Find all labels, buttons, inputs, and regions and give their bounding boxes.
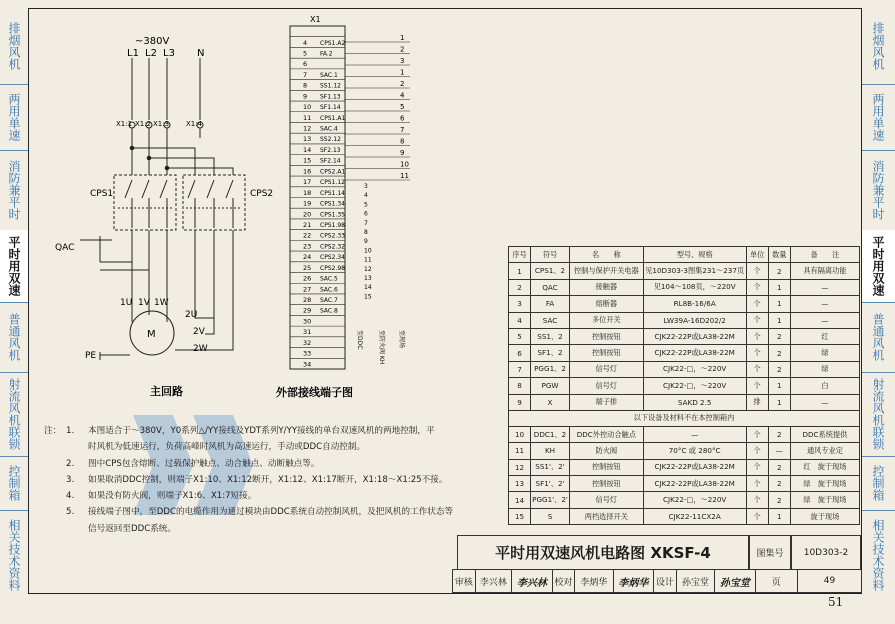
winding-2w: 2W [193,344,208,354]
terminal-row-number: 29 [303,306,312,315]
terminal-row-label: SF2.13 [320,146,341,154]
title-block [454,535,860,592]
table-row: 14 PGG1'、2' 信号灯 CJK22-□，～220V 个 2 绿 旋于现场 [509,492,860,508]
table-row: 11 KH 防火阀 70°C 或 280°C 个 — 通风专业定 [509,443,860,459]
terminal-lower-number: 5 [364,201,368,209]
winding-1v: 1V [138,298,150,308]
table-row: 8 PGW 信号灯 CJK22-□，～220V 个 1 白 [509,378,860,394]
term-x1-3: X1:3 [153,120,170,128]
terminal-row-number: 15 [303,156,312,165]
table-separator-row: 以下设备及材料不在本控制箱内 [509,410,860,426]
right-tab-8[interactable]: 相关技术资料 [871,519,885,591]
terminal-lower-number: 15 [364,293,372,301]
phase-l1: L1 [127,48,139,59]
pe-label: PE [85,351,97,361]
terminal-row-label: CPS1.A1 [320,114,346,122]
terminal-row-label: SF1.14 [320,104,341,112]
terminal-lower-number: 3 [364,183,368,190]
main-circuit-title: 主回路 [150,385,183,398]
terminal-row-number: 34 [303,360,312,369]
right-tab-3[interactable]: 消防兼平时 [861,150,895,231]
right-tab-7[interactable]: 控制箱 [861,456,895,511]
terminal-row-number: 21 [303,220,312,229]
left-tab-6[interactable]: 射流风机联锁 [0,372,28,457]
table-header-row: 序号 符号 名 称 型号、规格 单位 数量 备 注 [509,247,860,263]
terminal-block-title: 外部接线端子图 [276,386,353,399]
terminal-row-label: CPS1.12 [320,179,345,187]
page-number: 51 [828,595,844,609]
terminal-row-label: CPS1.A2 [320,39,346,47]
left-tab-2[interactable]: 两用单速 [0,84,28,151]
table-row: 5 SS1、2 控制按钮 CJK22-22P或LA38-22M 个 2 红 [509,328,860,344]
terminal-row-number: 4 [303,38,308,47]
terminal-right-number: 6 [400,114,405,123]
winding-2v: 2V [193,327,205,337]
right-tab-1[interactable]: 排烟风机 [861,8,895,85]
terminal-row-label: CPS2.98 [320,264,345,272]
term-x1-1: X1:1 [116,120,133,128]
terminal-row-label: SAC.6 [320,286,338,294]
terminal-row-number: 13 [303,135,312,144]
terminal-row-number: 33 [303,349,312,358]
terminal-right-number: 11 [400,172,409,180]
terminal-right-number: 10 [400,160,409,169]
terminal-right-number: 1 [400,68,405,77]
terminal-lower-number: 10 [364,247,372,255]
right-tab-6[interactable]: 射流风机联锁 [861,372,895,457]
terminal-row-number: 10 [303,103,312,112]
term-x1-2: X1:2 [135,120,152,128]
terminal-row-number: 5 [303,49,308,58]
terminal-row-number: 8 [303,81,308,90]
left-tab-4-active[interactable]: 平时用双速 [0,230,28,303]
atlas-number: 10D303-2 [791,535,861,570]
terminal-right-number: 2 [400,80,405,88]
terminal-header: X1 [310,15,321,24]
designer-signature: 孙宝堂 [715,570,755,592]
table-row: 13 SF1'、2' 控制按钮 CJK22-22P或LA38-22M 个 2 绿 旋于现场 [509,476,860,492]
terminal-lower-number: 9 [364,238,368,246]
terminal-row-number: 7 [303,70,308,79]
drawing-title: 平时用双速风机电路图 XKSF-4 [457,535,749,570]
left-tab-1[interactable]: 排烟风机 [0,8,28,85]
atlas-label: 图集号 [749,535,791,570]
terminal-row-number: 19 [303,199,312,208]
terminal-row-label: CPS2.33 [320,232,345,240]
right-tab-4-active[interactable]: 平时用双速 [861,230,895,303]
reviewer-signature: 李兴林 [512,570,552,592]
terminal-row-label: CPS2.34 [320,254,345,262]
terminal-right-number: 1 [400,34,405,42]
terminal-row-number: 30 [303,317,312,326]
winding-1u: 1U [120,298,133,308]
terminal-row-number: 31 [303,328,312,337]
table-row: 6 SF1、2 控制按钮 CJK22-22P或LA38-22M 个 2 绿 [509,345,860,361]
terminal-right-number: 2 [400,45,405,54]
terminal-right-number: 9 [400,149,405,157]
notes: 注： 1. 本图适合于～380V，Y0系列△/YY接线及YDT系列Y/YY接线的单台双速风机的两地控制，平 时风机为低速运行，负荷高峰时风机为高速运行，手动或DDC自动控制。 2. 图中CPS包含熔断、过载保护触点、动合触点、动断触点等。 3. 如果取消DDC控制，则端子X1:10、X1:12断开，X1:12、X1:17断开，X1:18～X1:25不接。 4. 如果没有防火阀，则端子X1:6、X1:7短接。 5. 接线端子图中，至DDC的电缆作用为通过模块由DDC系统自动控制风机，及把风机的工作状态等 信号返回至DDC系统。 [44,426,454,534]
phase-l3: L3 [163,48,175,59]
label-to-kh: 至防火阀 KH [378,330,385,365]
table-row: 7 PGG1、2 信号灯 CJK22-□，～220V 个 2 绿 [509,361,860,377]
terminal-row-number: 28 [303,296,312,305]
terminal-row-number: 11 [303,113,312,122]
signature-row: 审核 李兴林 李兴林 校对 李炳华 李炳华 设计 孙宝堂 孙宝堂 页 49 [452,569,862,593]
label-to-site: 至现场 [398,330,405,349]
terminal-row-label: SAC.8 [320,307,338,315]
terminal-row-number: 16 [303,167,312,176]
table-row: 2 QAC 接触器 见104～108页，～220V 个 1 — [509,279,860,295]
right-tab-2[interactable]: 两用单速 [861,84,895,151]
terminal-row-label: SS1.12 [320,82,341,90]
terminal-row-label: FA.2 [320,50,333,58]
table-row: 4 SAC 多位开关 LW39A-16D202/2 个 1 — [509,312,860,328]
table-row: 10 DDC1、2 DDC外控动合触点 — 个 2 DDC系统提供 [509,426,860,442]
terminal-row-label: SAC.7 [320,297,338,305]
terminal-row-number: 20 [303,210,312,219]
terminal-row-number: 24 [303,253,312,262]
terminal-row-number: 14 [303,145,312,154]
terminal-row-number: 22 [303,231,312,240]
terminal-lower-number: 7 [364,219,368,227]
terminal-right-numbers [345,34,410,300]
terminal-row-number: 25 [303,263,312,272]
component-table [508,246,860,525]
terminal-lower-number: 4 [364,192,368,200]
terminal-row-label: SAC.5 [320,275,338,283]
terminal-right-number: 4 [400,91,405,100]
right-tab-5[interactable]: 普通风机 [861,302,895,373]
terminal-row-number: 27 [303,285,312,294]
terminal-row-number: 17 [303,178,312,187]
terminal-lower-number: 8 [364,229,368,236]
phase-l2: L2 [145,48,157,59]
terminal-row-label: CPS2.A1 [320,168,346,176]
terminal-row-number: 26 [303,274,312,283]
terminal-row-number: 23 [303,242,312,251]
left-tab-7[interactable]: 控制箱 [0,456,28,511]
terminal-row-number: 12 [303,124,312,133]
terminal-right-number: 3 [400,57,405,65]
terminal-row-label: CPS2.32 [320,243,345,251]
terminal-row-label: SF1.13 [320,93,341,101]
left-tab-3[interactable]: 消防兼平时 [0,150,28,231]
terminal-right-number: 5 [400,103,405,111]
terminal-row-number: 9 [303,92,308,101]
terminal-row-label: SAC.1 [320,71,338,79]
winding-1w: 1W [154,298,169,308]
terminal-row-label: SAC.4 [320,125,338,133]
terminal-row-label: SS2.12 [320,136,341,144]
terminal-row-label: CPS1.34 [320,200,345,208]
supply-voltage-label: ~380V [135,36,170,47]
terminal-lower-number: 11 [364,256,372,264]
checker-signature: 李炳华 [614,570,654,592]
terminal-row-number: 6 [303,60,308,69]
terminal-lower-number: 12 [364,265,372,273]
terminal-lower-number: 6 [364,210,368,218]
winding-2u: 2U [185,310,198,320]
terminal-right-number: 7 [400,126,405,134]
table-row: 15 S 两档选择开关 CJK22-11CX2A 个 1 旋于现场 [509,508,860,524]
term-x1-4: X1:4 [186,120,203,128]
left-tab-5[interactable]: 普通风机 [0,302,28,373]
cps2-label: CPS2 [250,189,274,199]
motor-label: M [147,329,156,340]
terminal-rows [290,37,345,369]
table-row: 12 SS1'、2' 控制按钮 CJK22-22P或LA38-22M 个 2 红 旋于现场 [509,459,860,475]
table-row: 3 FA 熔断器 RL8B-16/6A 个 1 — [509,296,860,312]
phase-n: N [197,48,205,59]
label-to-ddc: 至DDC [356,330,363,350]
terminal-row-number: 32 [303,338,312,347]
table-row: 1 CPS1、2 控制与保护开关电器 见10D303-3图集231～237页 个 2 具有隔离功能 [509,263,860,279]
terminal-lower-number: 14 [364,284,372,292]
terminal-row-label: SF2.14 [320,157,341,165]
terminal-row-number: 18 [303,188,312,197]
terminal-right-number: 8 [400,137,405,146]
terminal-row-label: CPS1.98 [320,221,345,229]
qac-label: QAC [55,243,75,253]
cps1-label: CPS1 [90,189,114,199]
table-row: 9 X 端子排 SAKD 2.5 排 1 — [509,394,860,410]
terminal-row-label: CPS1.35 [320,211,345,219]
terminal-lower-number: 13 [364,275,372,282]
terminal-row-label: CPS1.14 [320,189,345,197]
left-tab-8[interactable]: 相关技术资料 [7,519,21,591]
